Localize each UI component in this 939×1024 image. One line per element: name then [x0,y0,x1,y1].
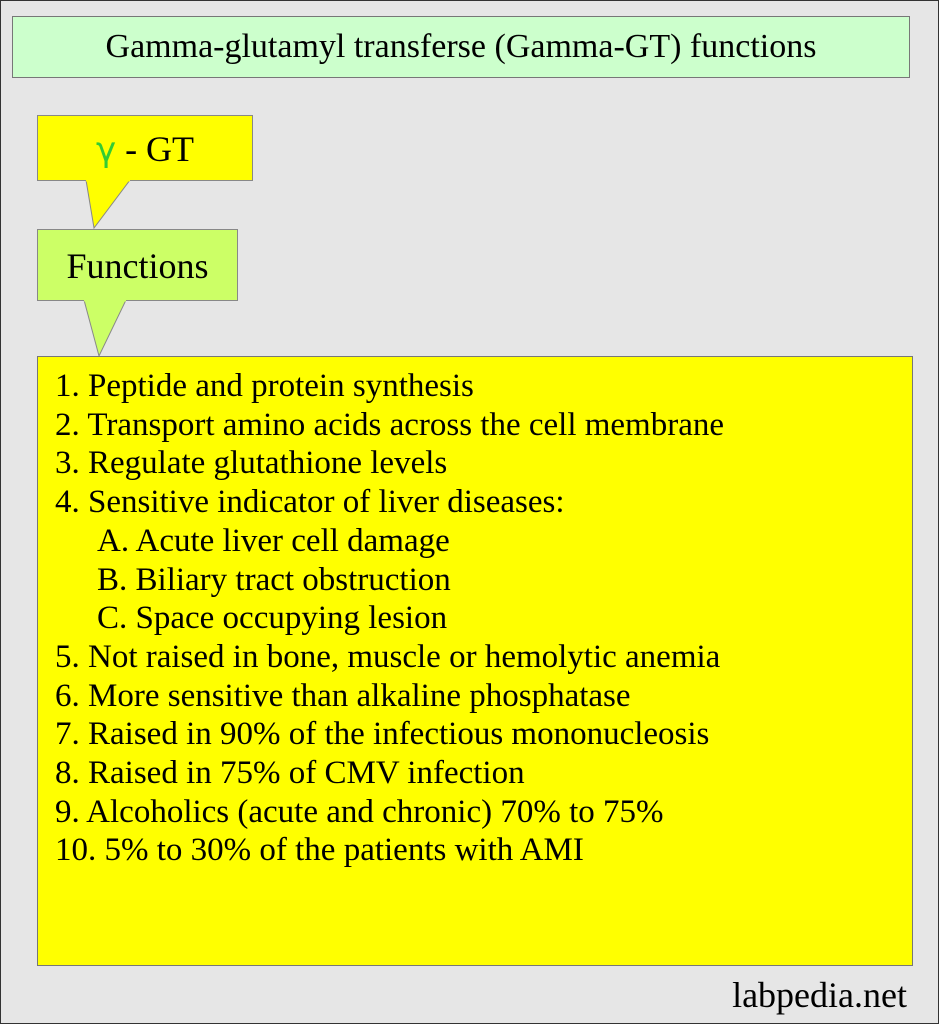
list-item: 7. Raised in 90% of the infectious mononucleosis [55,716,710,753]
list-item: 10. 5% to 30% of the patients with AMI [55,832,584,869]
gamma-symbol: γ [95,130,117,170]
list-item: 4. Sensitive indicator of liver diseases: [55,484,565,521]
page-title: Gamma-glutamyl transferse (Gamma-GT) functions [105,28,817,65]
title-box [12,16,910,78]
list-subitem: A. Acute liver cell damage [97,522,450,559]
list-item: 1. Peptide and protein synthesis [55,368,474,404]
list-item: 8. Raised in 75% of CMV infection [55,755,525,792]
list-item: 2. Transport amino acids across the cell membrane [55,406,725,443]
functions-list [37,356,913,966]
watermark: labpedia.net [732,975,907,1015]
list-item: 5. Not raised in bone, muscle or hemolytic anemia [55,638,721,675]
functions-label: Functions [66,246,209,286]
list-subitem: B. Biliary tract obstruction [97,561,451,598]
list-item: 6. More sensitive than alkaline phosphatase [55,677,631,714]
gt-label: - GT [116,129,195,169]
list-item: 3. Regulate glutathione levels [55,445,448,482]
functions-callout [37,229,238,301]
gt-callout-tail [80,180,140,230]
list-item: 9. Alcoholics (acute and chronic) 70% to 75% [55,793,664,830]
functions-callout-tail [72,300,132,358]
gamma-gt-callout [37,115,253,181]
list-subitem: C. Space occupying lesion [97,600,448,637]
